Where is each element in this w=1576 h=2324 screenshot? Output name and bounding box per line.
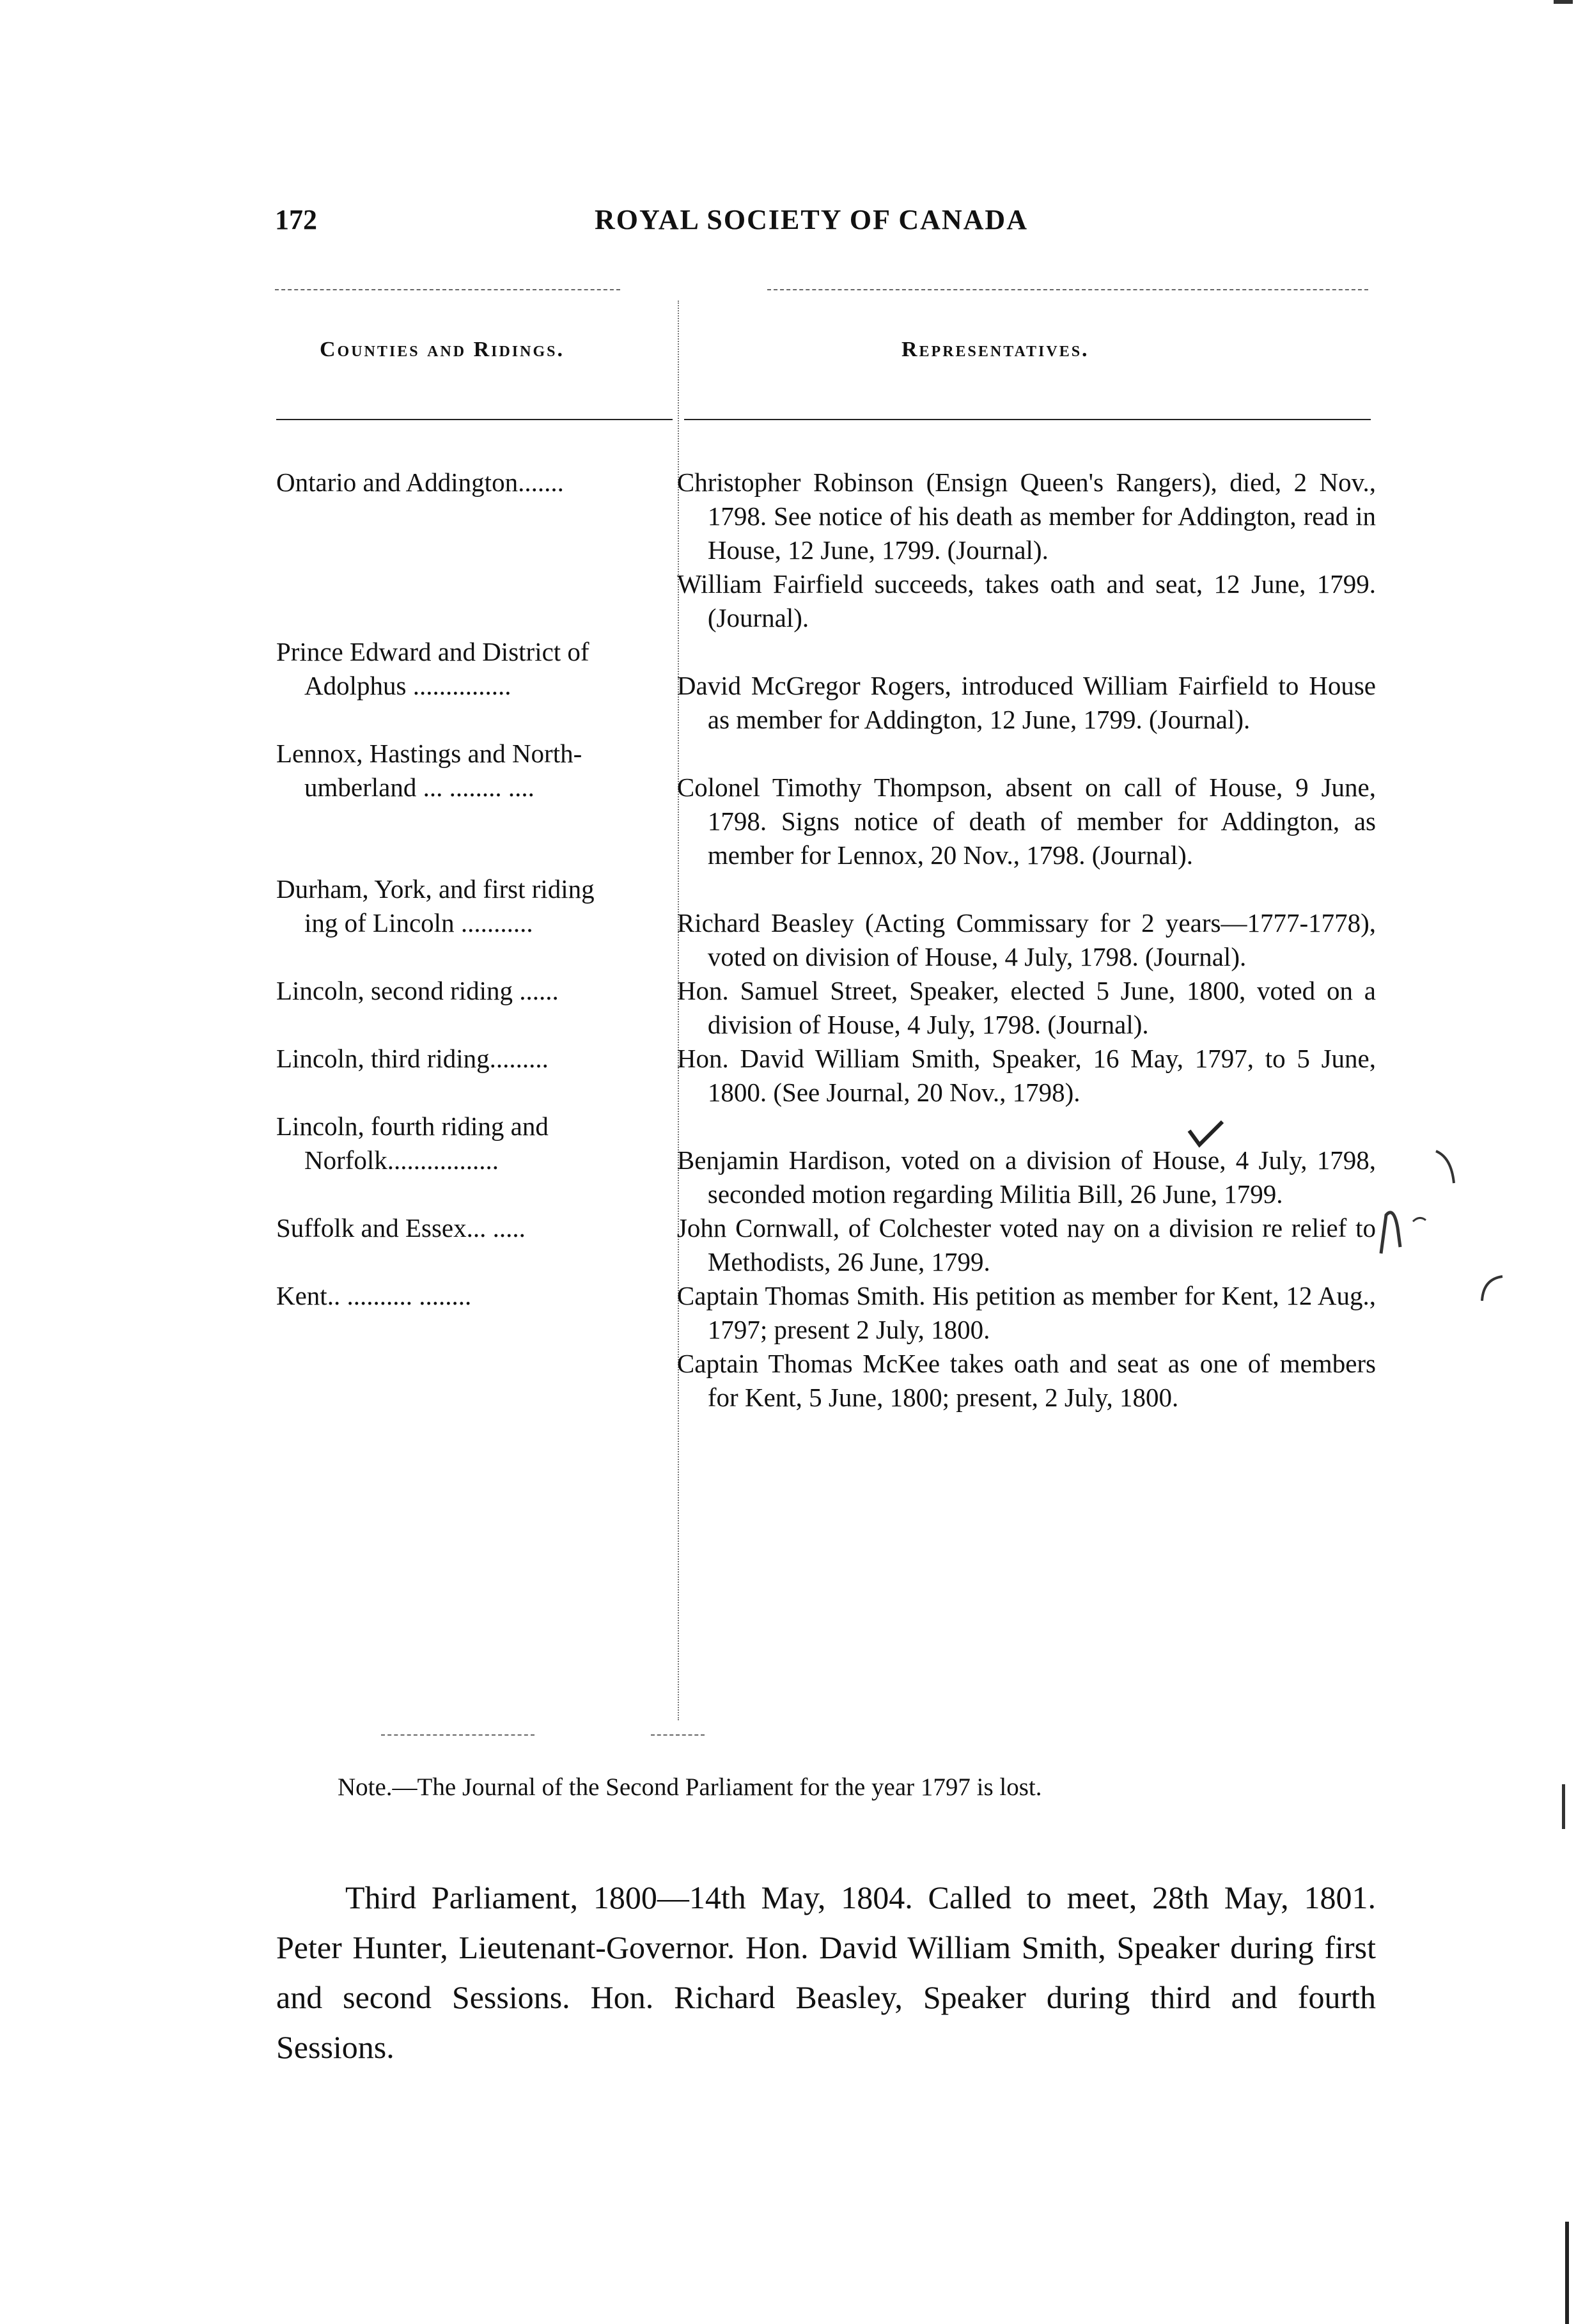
county-cell <box>276 974 677 1042</box>
county-cell <box>276 872 677 974</box>
representatives-cell <box>677 1211 1376 1279</box>
header-rule-left <box>276 419 673 420</box>
table-row <box>276 466 1376 635</box>
margin-pencil-mark <box>1432 1145 1471 1189</box>
table-row <box>276 1042 1376 1110</box>
county-line: Durham, York, and first riding <box>276 874 595 904</box>
representative-entry: Hon. David William Smith, Speaker, 16 May, 1797, to 5 June, 1800. (See Journal, 20 Nov., 1798). <box>676 1044 1376 1107</box>
table-row <box>276 1211 1376 1279</box>
representative-entry: Captain Thomas McKee takes oath and seat as one of members for Kent, 5 June, 1800; present, 2 July, 1800. <box>676 1349 1376 1412</box>
county-line: Kent.. .......... ........ <box>276 1281 472 1310</box>
table-row <box>276 1279 1376 1415</box>
top-rule-right <box>767 289 1368 290</box>
county-cell <box>276 635 677 737</box>
footnote: Note.—The Journal of the Second Parliament for the year 1797 is lost. <box>338 1773 1042 1801</box>
county-line: Norfolk................. <box>304 1145 499 1175</box>
binding-edge-mark <box>1554 0 1573 6</box>
representatives-cell <box>677 635 1376 737</box>
representatives-cell <box>677 466 1376 635</box>
top-rule-left <box>275 289 620 290</box>
county-cell <box>276 1279 677 1415</box>
table-row <box>276 872 1376 974</box>
county-line: Ontario and Addington....... <box>276 467 564 497</box>
representative-entry: William Fairfield succeeds, takes oath and seat, 12 June, 1799. (Journal). <box>676 569 1376 632</box>
representatives-cell <box>677 1110 1376 1211</box>
table-row <box>276 737 1376 872</box>
representative-entry: Christopher Robinson (Ensign Queen's Rangers), died, 2 Nov., 1798. See notice of his death as member for Addington, read in House, 12 June, 1799. (Journal). <box>676 467 1376 565</box>
body-paragraph: Third Parliament, 1800—14th May, 1804. Called to meet, 28th May, 1801. Peter Hunter, Lieutenant-Governor. Hon. David William Smith, Speaker during first and second Sessions. Hon. Richard Beasley, Speaker during third and fourth Sessions. <box>276 1880 1376 2065</box>
county-line: ing of Lincoln ........... <box>304 908 533 938</box>
county-line: Prince Edward and District of <box>276 637 589 666</box>
representatives-cell <box>677 1042 1376 1110</box>
representatives-table <box>276 466 1376 1415</box>
column-header-counties: Counties and Ridings. <box>320 338 565 361</box>
county-cell <box>276 1042 677 1110</box>
representatives-cell <box>677 737 1376 872</box>
representative-entry: Hon. Samuel Street, Speaker, elected 5 June, 1800, voted on a division of House, 4 July, 1798. (Journal). <box>676 976 1376 1039</box>
county-cell <box>276 737 677 872</box>
representative-entry: Captain Thomas Smith. His petition as member for Kent, 12 Aug., 1797; present 2 July, 1800. <box>676 1281 1376 1344</box>
county-cell <box>276 1110 677 1211</box>
representatives-cell <box>677 974 1376 1042</box>
header-rule-right <box>684 419 1371 420</box>
pencil-check-mark <box>1187 1119 1225 1151</box>
binding-edge-mark <box>1563 2222 1573 2324</box>
table-row <box>276 635 1376 737</box>
county-line: Adolphus ............... <box>304 671 511 700</box>
table-row <box>276 974 1376 1042</box>
representative-entry: Benjamin Hardison, voted on a division of House, 4 July, 1798, seconded motion regarding Militia Bill, 26 June, 1799. <box>676 1145 1376 1209</box>
county-line: umberland ... ........ .... <box>304 773 534 802</box>
county-line: Lincoln, fourth riding and <box>276 1111 549 1141</box>
county-cell <box>276 466 677 635</box>
binding-edge-mark <box>1559 1784 1569 1829</box>
column-header-representatives: Representatives. <box>901 338 1089 361</box>
county-line: Lincoln, second riding ...... <box>276 976 559 1005</box>
table-end-rule-right <box>651 1734 705 1736</box>
margin-pencil-mark <box>1477 1273 1509 1305</box>
representative-entry: David McGregor Rogers, introduced William Fairfield to House as member for Addington, 12 June, 1799. (Journal). <box>676 671 1376 734</box>
representative-entry: Colonel Timothy Thompson, absent on call of House, 9 June, 1798. Signs notice of death of member for Addington, as member for Lennox, 20 Nov., 1798. (Journal). <box>676 773 1376 870</box>
county-cell <box>276 1211 677 1279</box>
county-line: Lincoln, third riding......... <box>276 1044 549 1073</box>
representatives-cell <box>677 872 1376 974</box>
representative-entry: Richard Beasley (Acting Commissary for 2 years—1777-1778), voted on division of House, 4 July, 1798. (Journal). <box>676 908 1376 971</box>
representatives-cell <box>677 1279 1376 1415</box>
page-number: 172 <box>275 204 317 235</box>
county-line: Suffolk and Essex... ..... <box>276 1213 526 1243</box>
county-line: Lennox, Hastings and North- <box>276 739 582 768</box>
running-head <box>275 203 1381 242</box>
table-end-rule-left <box>381 1734 534 1736</box>
margin-pencil-mark <box>1375 1202 1432 1260</box>
representative-entry: John Cornwall, of Colchester voted nay on a division re relief to Methodists, 26 June, 1799. <box>676 1213 1376 1276</box>
journal-title: ROYAL SOCIETY OF CANADA <box>595 204 1028 235</box>
